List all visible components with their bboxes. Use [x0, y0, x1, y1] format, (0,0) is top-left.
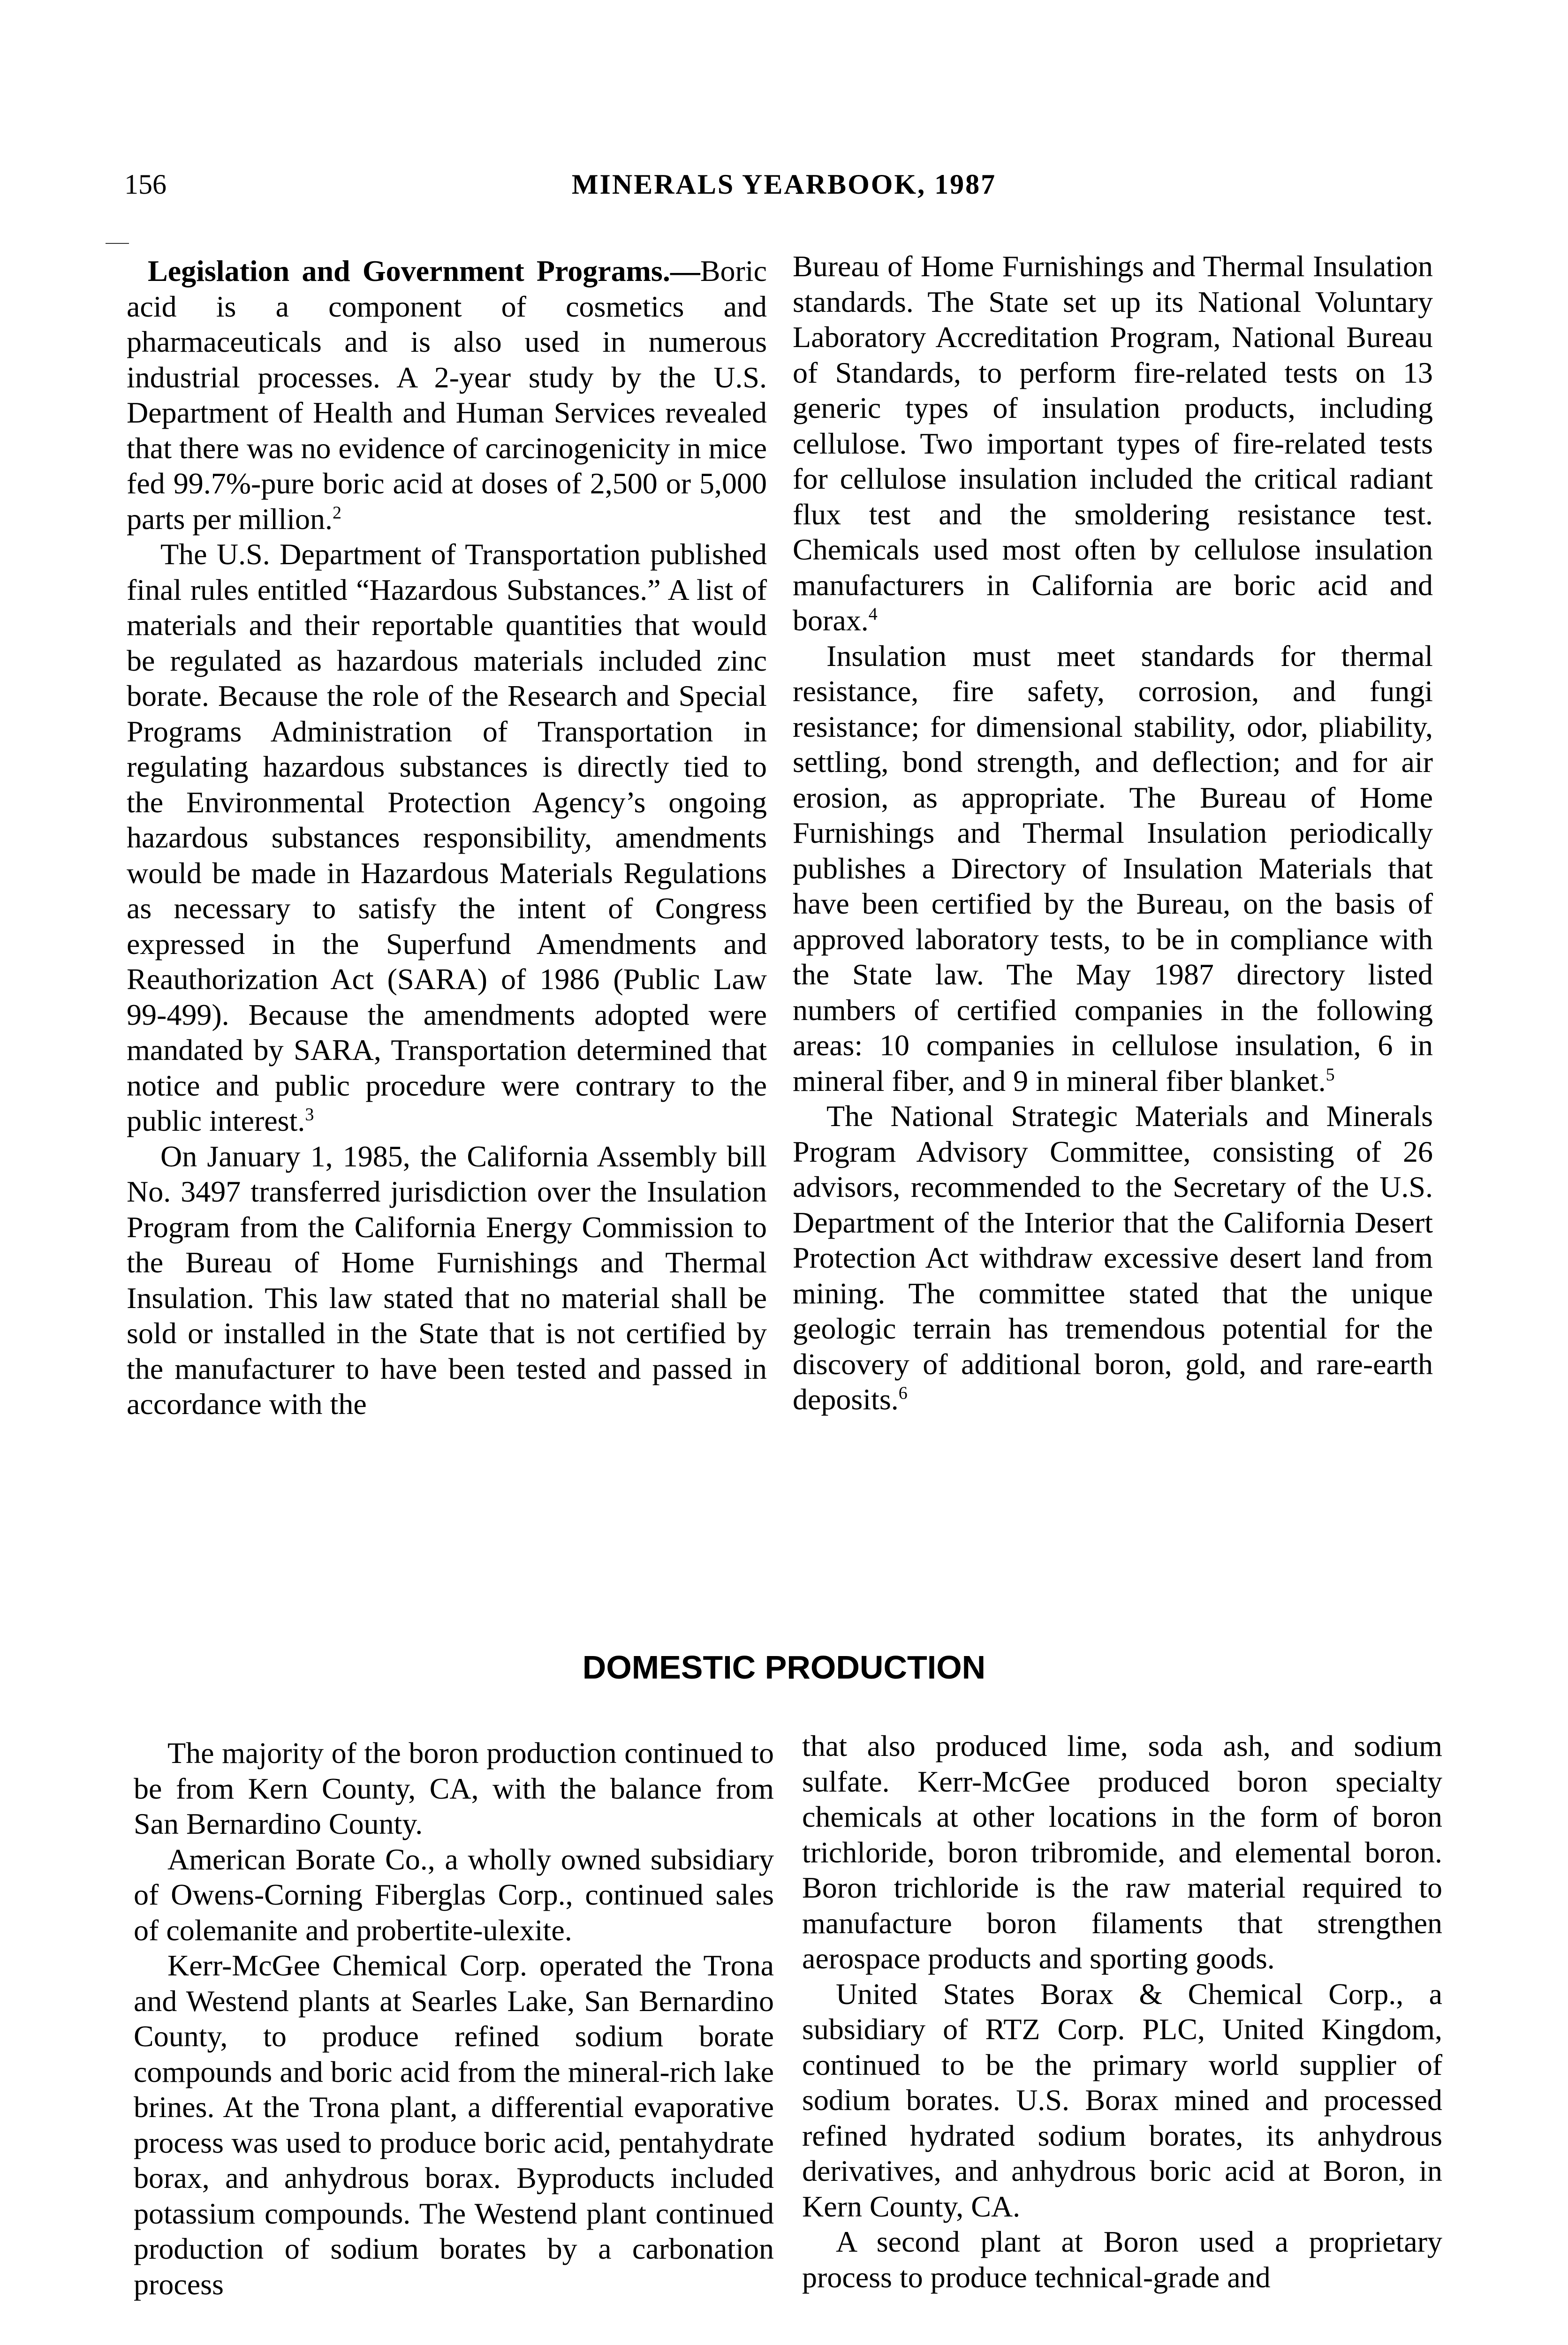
- paragraph-text: Boric acid is a component of cosmetics and pharmaceuticals and is also used in numerous industrial processes. A 2-year study by the U.S. Department of Health and Human Services revealed that there was no evidence of carcinogenicity in mice fed 99.7%-pure boric acid at doses of 2,500 or 5,000 parts per million.: [127, 254, 767, 536]
- paragraph-text: A second plant at Boron used a proprietary process to produce technical-grade and: [802, 2225, 1442, 2294]
- paragraph: [127, 253, 767, 537]
- footnote-ref: 2: [333, 503, 342, 523]
- footnote-ref: 5: [1326, 1065, 1335, 1085]
- top-left-column: [127, 253, 767, 1422]
- journal-title: MINERALS YEARBOOK, 1987: [571, 169, 997, 200]
- footnote-ref: 6: [898, 1383, 908, 1403]
- short-rule: [106, 243, 129, 244]
- bottom-right-column: [802, 1728, 1442, 2295]
- paragraph-text: Insulation must meet standards for thermal resistance, fire safety, corrosion, and fungi resistance; for dimensional stability, odor, pliability, settling, bond strength, and deflection; and for air erosion, as appropriate. The Bureau of Home Furnishings and Thermal Insulation periodically publishes a Directory of Insulation Materials that have been certified by the Bureau, on the basis of approved laboratory tests, to be in compliance with the State law. The May 1987 directory listed numbers of certified companies in the following areas: 10 companies in cellulose insulation, 6 in mineral fiber, and 9 in mineral fiber blanket.: [793, 639, 1433, 1097]
- paragraph: [134, 1948, 774, 2302]
- page-number: 156: [124, 169, 167, 200]
- paragraph-text: On January 1, 1985, the California Assembly bill No. 3497 transferred jurisdiction over the Insulation Program from the California Energy Commission to the Bureau of Home Furnishings and Thermal Insulation. This law stated that no material shall be sold or installed in the State that is not certified by the manufacturer to have been tested and passed in accordance with the: [127, 1139, 767, 1421]
- paragraph: [134, 1735, 774, 1842]
- section-heading: DOMESTIC PRODUCTION: [582, 1649, 986, 1686]
- paragraph: [134, 1842, 774, 1948]
- paragraph: [802, 1728, 1442, 1976]
- paragraph-text: The National Strategic Materials and Minerals Program Advisory Committee, consisting of 26 advisors, recommended to the Secretary of the U.S. Department of the Interior that the California Desert Protection Act withdraw excessive desert land from mining. The committee stated that the unique geologic terrain has tremendous potential for the discovery of additional boron, gold, and rare-earth deposits.: [793, 1099, 1433, 1416]
- paragraph-text: The U.S. Department of Transportation published final rules entitled “Hazardous Substances.” A list of materials and their reportable quantities that would be regulated as hazardous materials included zinc borate. Because the role of the Research and Special Programs Administration of Transportation in regulating hazardous substances is directly tied to the Environmental Protection Agency’s ongoing hazardous substances responsibility, amendments would be made in Hazardous Materials Regulations as necessary to satisfy the intent of Congress expressed in the Superfund Amendments and Reauthorization Act (SARA) of 1986 (Public Law 99-499). Because the amendments adopted were mandated by SARA, Transportation determined that notice and public procedure were contrary to the public interest.: [127, 537, 767, 1137]
- paragraph-text: that also produced lime, soda ash, and sodium sulfate. Kerr-McGee produced boron specialty chemicals at other locations in the form of boron trichloride, boron tribromide, and elemental boron. Boron trichloride is the raw material required to manufacture boron filaments that strengthen aerospace products and sporting goods.: [802, 1729, 1442, 1975]
- footnote-ref: 3: [305, 1104, 314, 1125]
- paragraph-text: The majority of the boron production continued to be from Kern County, CA, with the balance from San Bernardino County.: [134, 1736, 774, 1840]
- paragraph: [793, 638, 1433, 1099]
- paragraph: [802, 2224, 1442, 2295]
- paragraph-text: Kerr-McGee Chemical Corp. operated the Trona and Westend plants at Searles Lake, San Bernardino County, to produce refined sodium borate compounds and boric acid from the mineral-rich lake brines. At the Trona plant, a differential evaporative process was used to produce boric acid, pentahydrate borax, and anhydrous borax. Byproducts included potassium compounds. The Westend plant continued production of sodium borates by a carbonation process: [134, 1949, 774, 2301]
- paragraph-text: United States Borax & Chemical Corp., a subsidiary of RTZ Corp. PLC, United Kingdom, continued to be the primary world supplier of sodium borates. U.S. Borax mined and processed refined hydrated sodium borates, its anhydrous derivatives, and anhydrous boric acid at Boron, in Kern County, CA.: [802, 1977, 1442, 2223]
- paragraph: [127, 1139, 767, 1422]
- footnote-ref: 4: [868, 604, 878, 624]
- paragraph: [802, 1976, 1442, 2224]
- paragraph-text: American Borate Co., a wholly owned subsidiary of Owens-Corning Fiberglas Corp., continued sales of colemanite and probertite-ulexite.: [134, 1842, 774, 1947]
- run-in-heading: Legislation and Government Programs.—: [148, 254, 700, 287]
- paragraph: [793, 1098, 1433, 1417]
- paragraph-text: Bureau of Home Furnishings and Thermal Insulation standards. The State set up its National Voluntary Laboratory Accreditation Program, National Bureau of Standards, to perform fire-related tests on 13 generic types of insulation products, including cellulose. Two important types of fire-related tests for cellulose insulation included the critical radiant flux test and the smoldering resistance test. Chemicals used most often by cellulose insulation manufacturers in California are boric acid and borax.: [793, 250, 1433, 637]
- paragraph: [127, 537, 767, 1139]
- paragraph: [793, 249, 1433, 638]
- top-right-column: [793, 249, 1433, 1417]
- running-head: [0, 163, 1568, 205]
- bottom-left-column: [134, 1735, 774, 2302]
